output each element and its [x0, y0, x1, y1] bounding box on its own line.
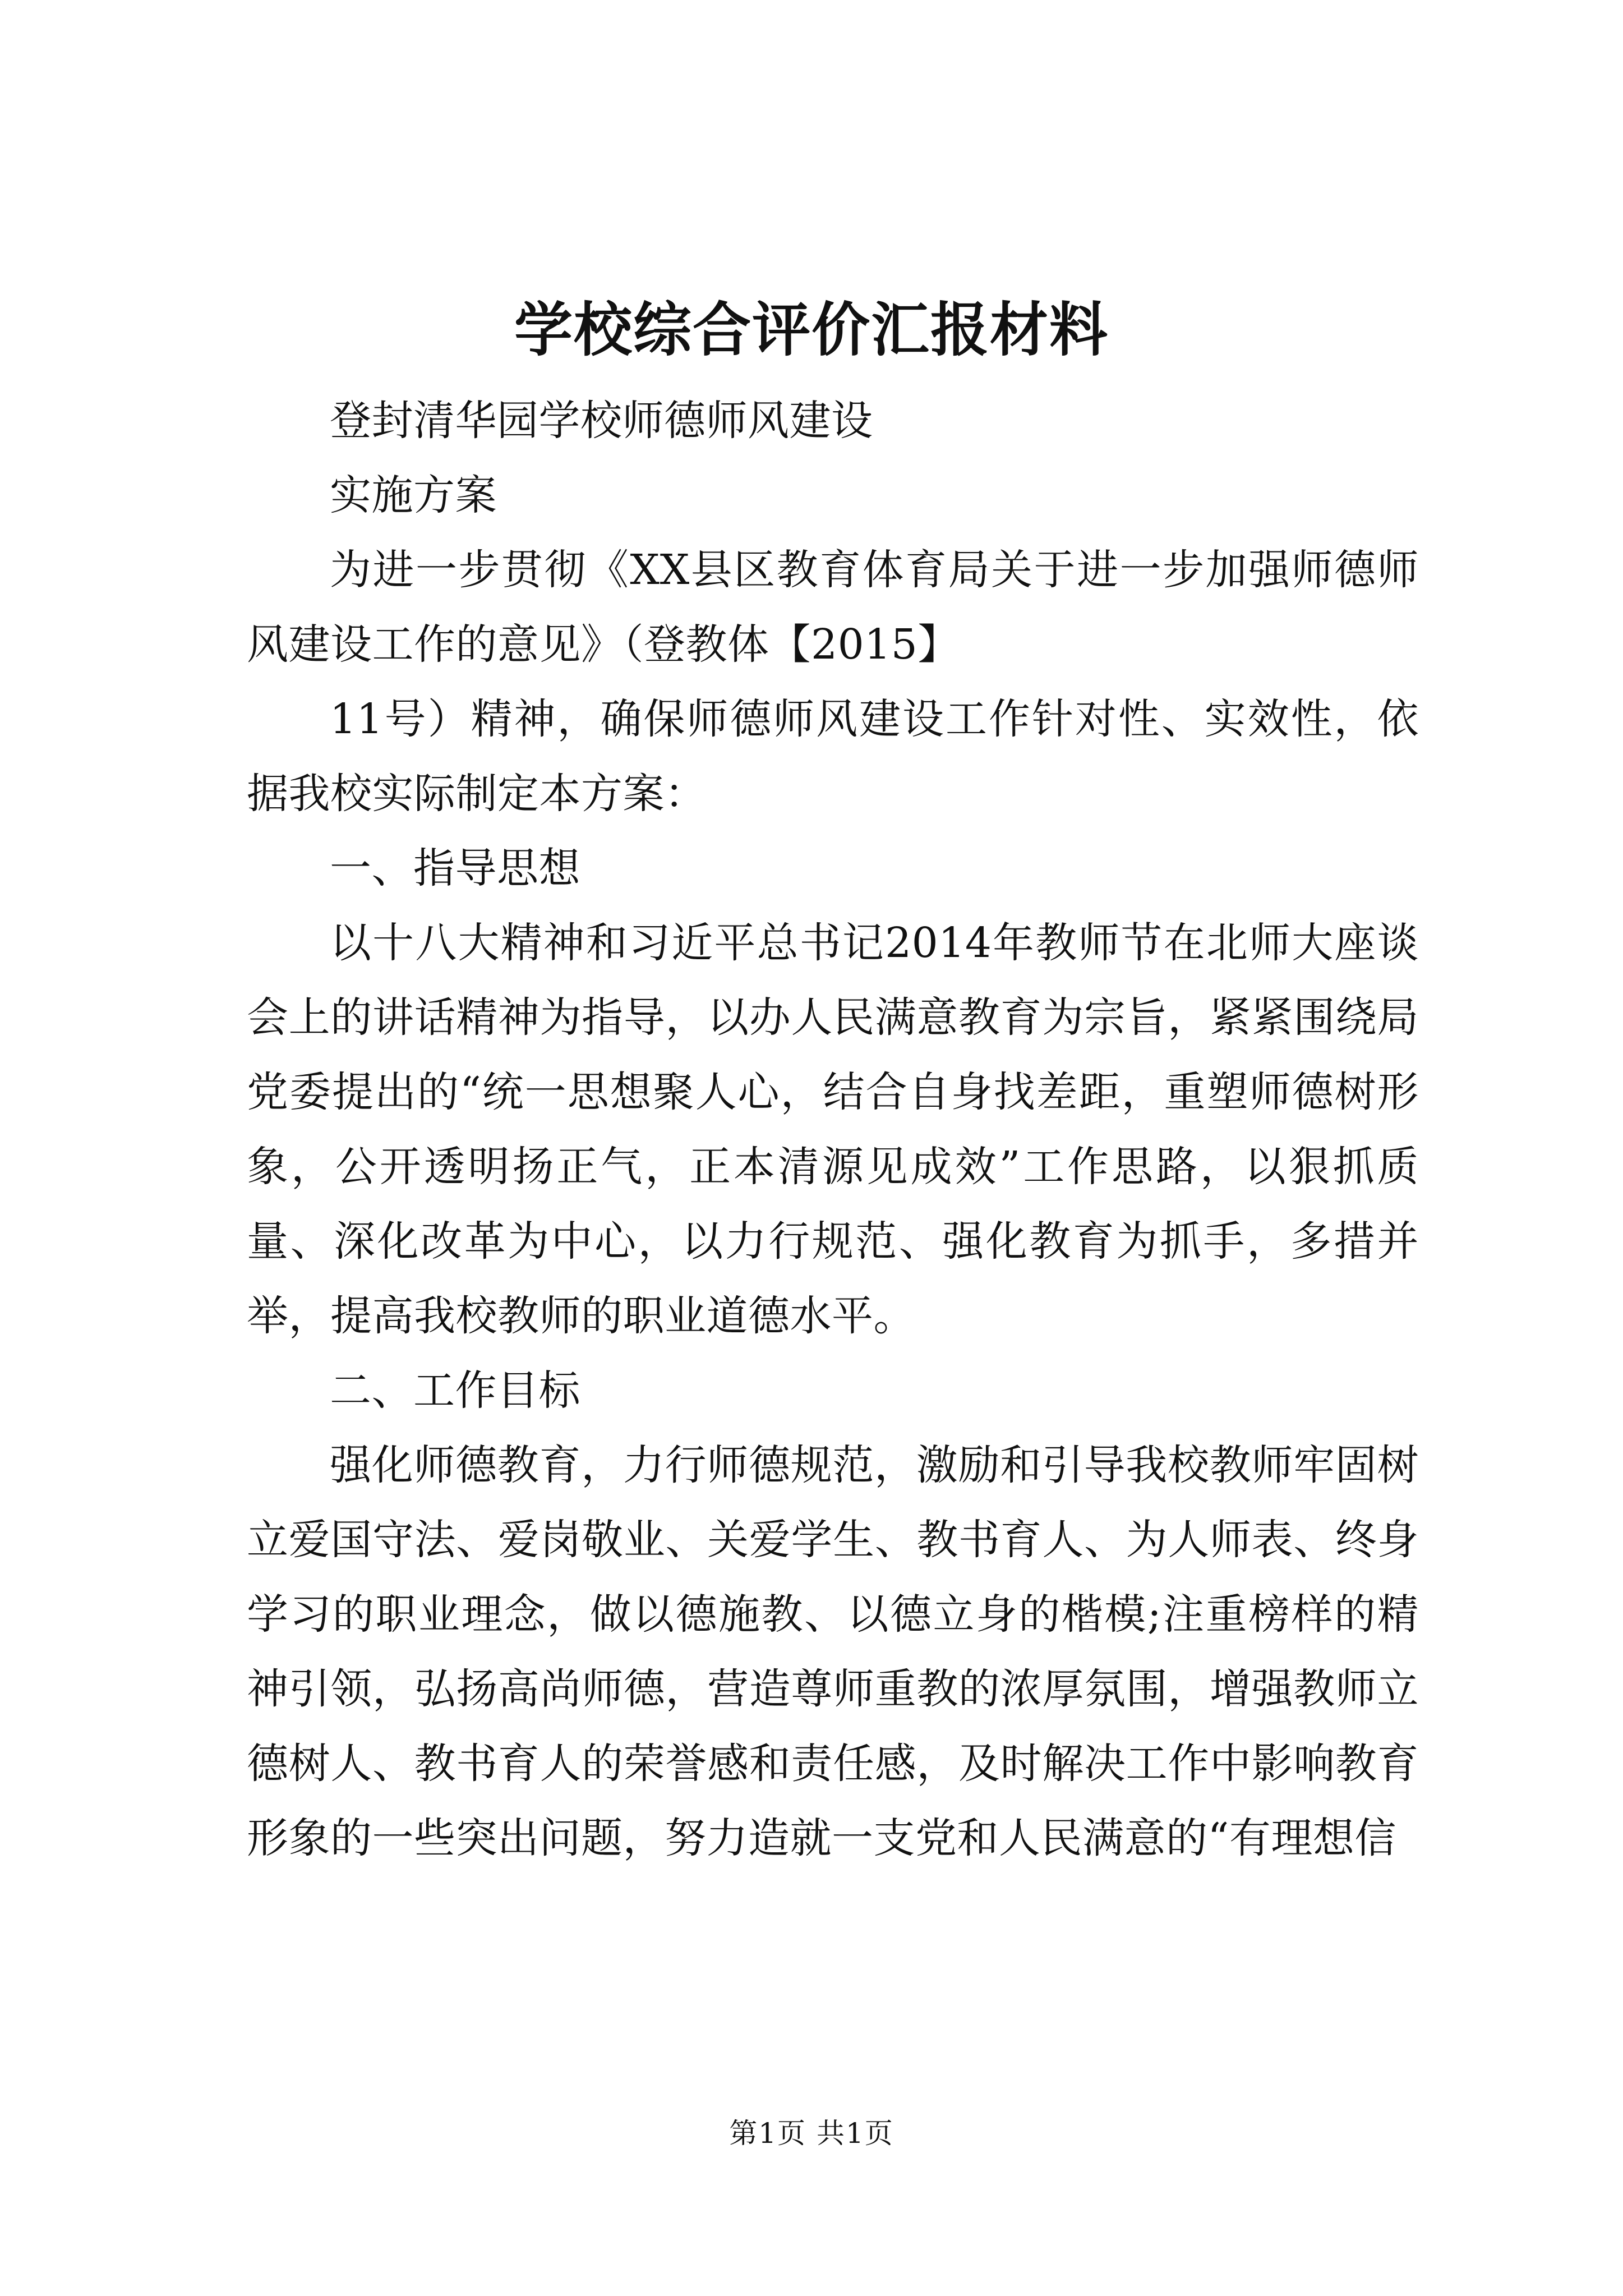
intro-paragraph-continued: 11号）精神，确保师德师风建设工作针对性、实效性，依据我校实际制定本方案： [247, 695, 1419, 818]
work-goals-paragraph: 强化师德教育，力行师德规范，激励和引导我校教师牢固树立爱国守法、爱岗敬业、关爱学生、教书育人、为人师表、终身学习的职业理念，做以德施教、以德立身的楷模;注重榜样的精神引领，弘扬高尚师德，营造尊师重教的浓厚氛围，增强教师立德树人、教书育人的荣誉感和责任感，及时解决工作中影响教育形象的一些突出问题，努力造就一支党和人民满意的“有理想信 [247, 1441, 1419, 1862]
page-footer: 第1页 共1页 [729, 2117, 894, 2150]
subtitle-plan: 实施方案 [330, 471, 497, 519]
document-title: 学校综合评价汇报材料 [514, 295, 1109, 364]
section-heading-work-goals: 二、工作目标 [330, 1366, 580, 1415]
intro-paragraph: 为进一步贯彻《XX县区教育体育局关于进一步加强师德师风建设工作的意见》（登教体【2015】 [247, 546, 1419, 669]
document-body [247, 384, 1419, 1876]
subtitle-school: 登封清华园学校师德师风建设 [330, 397, 873, 445]
section-heading-guiding-ideology: 一、指导思想 [330, 844, 580, 892]
guiding-ideology-paragraph: 以十八大精神和习近平总书记2014年教师节在北师大座谈会上的讲话精神为指导，以办人民满意教育为宗旨，紧紧围绕局党委提出的“统一思想聚人心，结合自身找差距，重塑师德树形象，公开透明扬正气，正本清源见成效”工作思路，以狠抓质量、深化改革为中心，以力行规范、强化教育为抓手，多措并举，提高我校教师的职业道德水平。 [247, 919, 1419, 1340]
